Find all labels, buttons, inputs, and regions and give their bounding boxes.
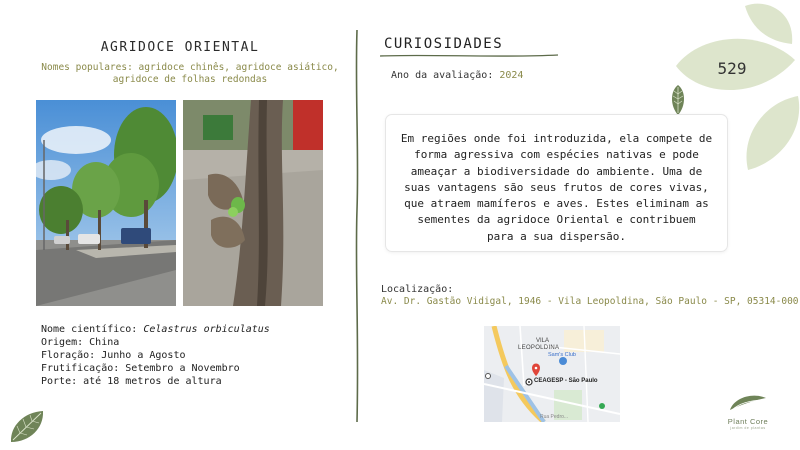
curiosities-line: forma agressiva com espécies nativas e pode (414, 148, 699, 162)
map-graphic (484, 326, 620, 422)
map-district-label: VILA (536, 338, 550, 344)
origin-row: Origem: China (41, 337, 120, 348)
curiosities-line: Em regiões onde foi introduzida, ela compete de (400, 132, 713, 145)
popular-names-line: agridoce de folhas redondas (112, 74, 268, 85)
brand-tagline: jardim de plantas (730, 426, 766, 430)
curiosities-line: que atraem mamíferos e aves. Estes eliminam as (404, 197, 709, 211)
scientific-name-value: Celastrus orbiculatus (143, 324, 270, 335)
curiosities-line: ameaçar a biodiversidade do ambiente. Uma de (410, 164, 703, 178)
location-label: Localização: (381, 284, 454, 295)
popular-names (40, 62, 340, 86)
curiosities-line: suas vantagens são seus frutos de cores vivas, (404, 180, 709, 194)
tree-trunk-photo (183, 100, 323, 306)
map-district-label: LEOPOLDINA (518, 345, 560, 351)
street-trees-photo (36, 100, 176, 306)
species-facts (41, 323, 270, 388)
evaluation-year-value: 2024 (499, 70, 524, 81)
brand-name: Plant Core (727, 417, 769, 426)
scientific-name-label: Nome científico: (41, 324, 144, 335)
leaf-icon (8, 408, 46, 446)
curiosities-card (385, 114, 728, 252)
fruiting-row: Frutificação: Setembro a Novembro (41, 363, 240, 374)
curiosities-line: para a sua dispersão. (486, 229, 627, 243)
column-divider (352, 30, 362, 422)
heading-underline (380, 52, 560, 60)
curiosities-text (396, 131, 717, 245)
size-row: Porte: até 18 metros de altura (41, 376, 222, 387)
curiosities-heading: CURIOSIDADES (384, 36, 504, 52)
location-map[interactable] (484, 326, 620, 422)
curiosities-line: sementes da agridoce Oriental e contribuem (417, 213, 696, 227)
map-pin-label: CEAGESP - São Paulo (534, 378, 598, 384)
map-street-label: Rua Pedro... (540, 414, 569, 420)
evaluation-year (391, 70, 523, 81)
location-address: Av. Dr. Gastão Vidigal, 1946 - Vila Leopoldina, São Paulo - SP, 05314-000 (381, 296, 799, 307)
brand-logo (718, 392, 778, 430)
small-leaf-icon (669, 84, 687, 116)
scientific-name-row (41, 323, 270, 336)
evaluation-year-label: Ano da avaliação: (391, 70, 500, 81)
map-place-label: Sam's Club (548, 352, 576, 358)
popular-names-line: Nomes populares: agridoce chinês, agridoce asiático, (41, 62, 339, 73)
brand-logo-icon (728, 392, 768, 412)
species-number: 529 (717, 59, 747, 78)
flowering-row: Floração: Junho a Agosto (41, 350, 186, 361)
species-title: AGRIDOCE ORIENTAL (100, 40, 260, 55)
